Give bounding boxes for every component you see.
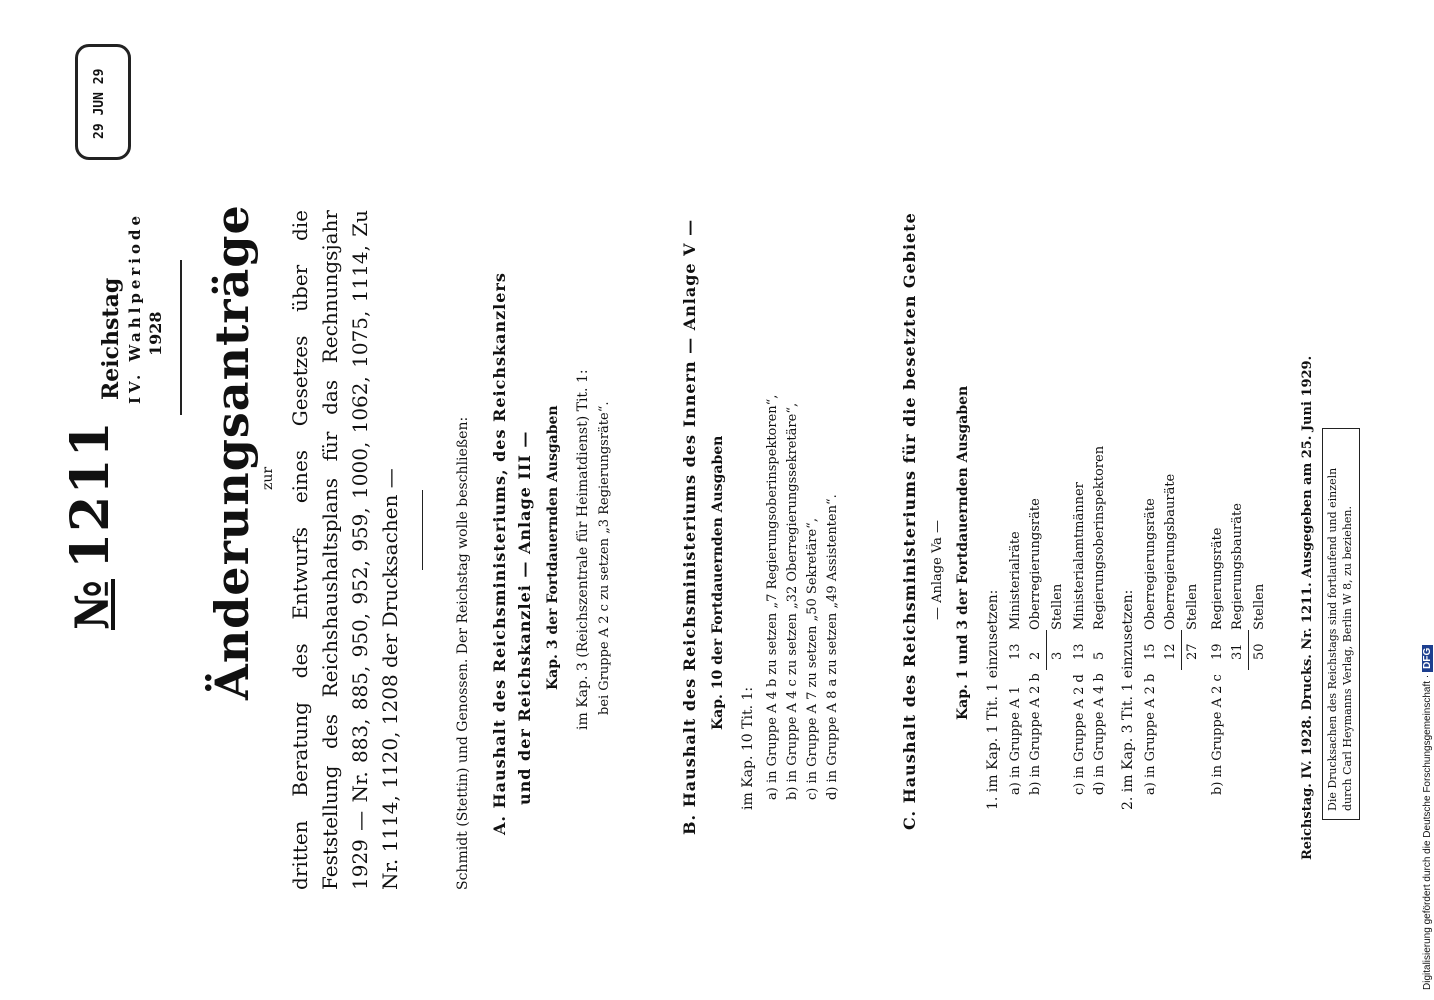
sum-rule-3 xyxy=(1248,630,1249,670)
dfg-logo: DFG xyxy=(1422,645,1433,672)
zur-label: zur xyxy=(260,466,276,490)
c1-row-c-text: Ministerialamtmänner xyxy=(1072,482,1087,630)
section-b-item-a: a) in Gruppe A 4 b zu setzen „7 Regierungsoberinspektoren“, xyxy=(765,394,780,800)
c2-row-sum1-num: 27 xyxy=(1185,643,1200,660)
section-a-line2: bei Gruppe A 2 c zu setzen „3 Regierungsräte“. xyxy=(597,401,612,715)
sum-rule-1 xyxy=(1046,630,1047,670)
reichstag-label: Reichstag xyxy=(98,277,124,400)
intro-paragraph: dritten Beratung des Entwurfs eines Gesetzes über die Feststellung des Reichshaushaltsplans für das Rechnungsjahr 1929 — Nr. 883, 885, 950, 952, 959, 1000, 1062, 1075, 1114, Zu Nr. 1114, 1120, 1208 der Drucksachen — xyxy=(288,210,402,890)
c2-row-sum2-text: Stellen xyxy=(1252,583,1267,630)
page-title: Änderungsanträge xyxy=(205,204,259,700)
c1-row-d-label: d) in Gruppe A 4 b xyxy=(1092,673,1107,795)
section-b-item-b: b) in Gruppe A 4 c zu setzen „32 Oberregierungssekretäre“, xyxy=(785,402,800,800)
section-c-heading: C. Haushalt des Reichsministeriums für die besetzten Gebiete xyxy=(900,212,919,830)
c1-row-b-num: 2 xyxy=(1028,651,1043,660)
section-a-heading-2: und der Reichskanzlei — Anlage III — xyxy=(515,430,534,805)
c2-row-a-text: Oberregierungsräte xyxy=(1143,498,1158,630)
section-a-line1: im Kap. 3 (Reichszentrale für Heimatdienst) Tit. 1: xyxy=(575,369,591,730)
c1-row-sum-text: Stellen xyxy=(1050,583,1065,630)
c2-row-sum1-text: Stellen xyxy=(1185,583,1200,630)
c1-row-b-text: Oberregierungsräte xyxy=(1028,498,1043,630)
c2-row-b-label: b) in Gruppe A 2 c xyxy=(1210,674,1225,795)
c2-row-a-label: a) in Gruppe A 2 b xyxy=(1143,673,1158,795)
c1-row-d-text: Regierungsoberinspektoren xyxy=(1092,445,1107,630)
c1-row-b-label: b) in Gruppe A 2 b xyxy=(1028,673,1043,795)
c2-row-b2-num: 31 xyxy=(1230,643,1245,660)
section-c-p1: 1. im Kap. 1 Tit. 1 einzusetzen: xyxy=(985,589,1001,810)
section-b-kap: Kap. 10 der Fortdauernden Ausgaben xyxy=(710,435,726,730)
section-a-kap: Kap. 3 der Fortdauernden Ausgaben xyxy=(545,405,561,690)
wahlperiode-label: IV. Wahlperiode xyxy=(126,211,144,404)
c1-row-c-label: c) in Gruppe A 2 d xyxy=(1072,674,1087,795)
c2-row-a-num: 15 xyxy=(1143,643,1158,660)
rotated-document xyxy=(60,60,1354,960)
c1-row-a-text: Ministerialräte xyxy=(1008,531,1023,630)
c2-row-b-text: Regierungsräte xyxy=(1210,527,1225,630)
sum-rule-2 xyxy=(1181,630,1182,670)
section-b-heading: B. Haushalt des Reichsministeriums des Innern — Anlage V — xyxy=(680,218,699,835)
dfg-credit: Digitalisierung gefördert durch die Deutsche Forschungsgemeinschaft ·DFG xyxy=(1422,645,1433,990)
c2-row-b2-text: Regierungsbauräte xyxy=(1230,503,1245,630)
c2-row-b-num: 19 xyxy=(1210,643,1225,660)
section-b-item-d: d) in Gruppe A 8 a zu setzen „49 Assistenten“. xyxy=(825,494,840,800)
section-c-kap: Kap. 1 und 3 der Fortdauernden Ausgaben xyxy=(955,385,971,720)
c2-row-sum2-num: 50 xyxy=(1252,643,1267,660)
footer-box xyxy=(1322,428,1360,820)
movers-line: Schmidt (Stettin) und Genossen. Der Reichstag wolle beschließen: xyxy=(455,416,471,890)
year-label: 1928 xyxy=(146,311,165,356)
c2-row-a2-num: 12 xyxy=(1163,643,1178,660)
document-number: №1211 xyxy=(60,420,121,630)
c1-row-a-num: 13 xyxy=(1008,643,1023,660)
section-c-anlage: — Anlage Va — xyxy=(930,519,945,620)
header-rule xyxy=(180,260,182,415)
footer-box-line1: Die Drucksachen des Reichstags sind fortlaufend und einzeln xyxy=(1326,467,1339,811)
c1-row-a-label: a) in Gruppe A 1 xyxy=(1008,686,1023,795)
footer-box-line2: durch Carl Heymanns Verlag, Berlin W 8, zu beziehen. xyxy=(1341,506,1354,811)
received-stamp: 29 JUN 29 xyxy=(75,44,131,160)
c1-row-c-num: 13 xyxy=(1072,643,1087,660)
c1-row-sum-num: 3 xyxy=(1050,651,1065,660)
separator-rule xyxy=(422,490,423,570)
section-c-p2: 2. im Kap. 3 Tit. 1 einzusetzen: xyxy=(1120,589,1136,810)
c1-row-d-num: 5 xyxy=(1092,651,1107,660)
section-b-item-c: c) in Gruppe A 7 zu setzen „50 Sekretäre“, xyxy=(805,518,820,800)
footer-line: Reichstag. IV. 1928. Drucks. Nr. 1211. Ausgegeben am 25. Juni 1929. xyxy=(1300,355,1315,860)
section-a-heading: A. Haushalt des Reichsministeriums, des Reichskanzlers xyxy=(490,272,509,835)
c2-row-a2-text: Oberregierungsbauräte xyxy=(1163,473,1178,630)
section-b-intro: im Kap. 10 Tit. 1: xyxy=(740,686,756,810)
